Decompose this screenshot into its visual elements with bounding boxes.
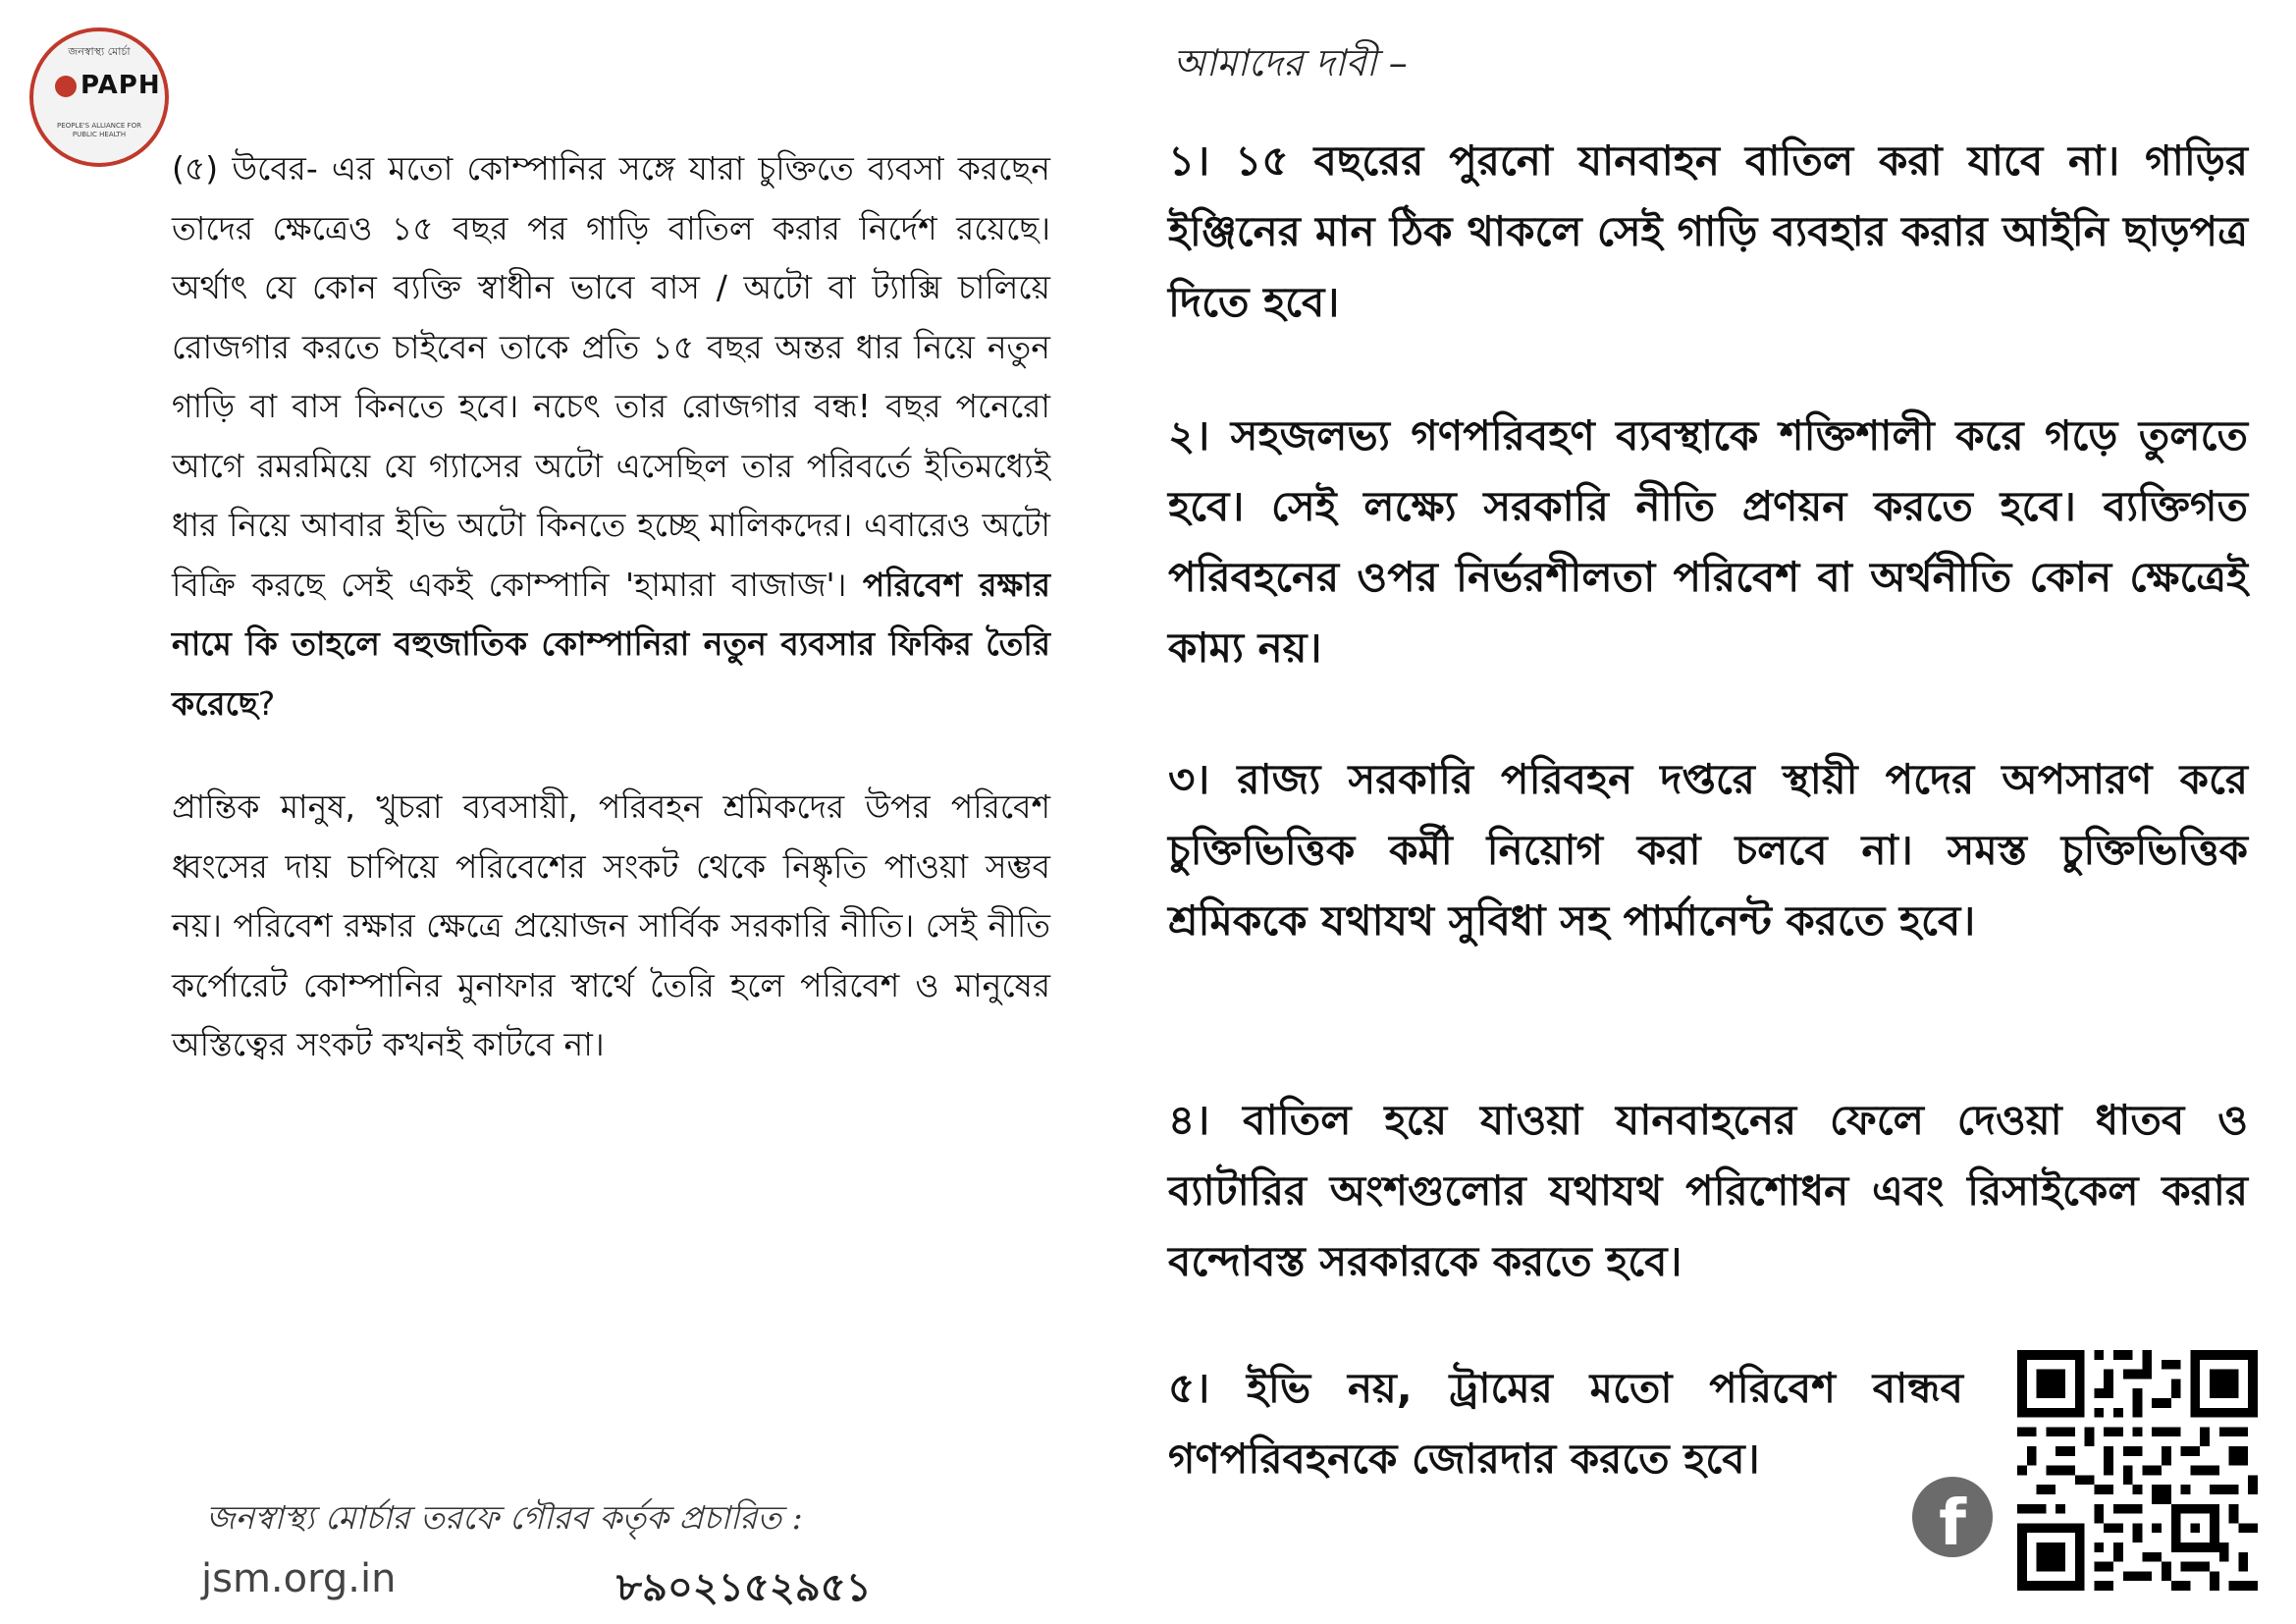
demand-item-4: ৪। বাতিল হয়ে যাওয়া যানবাহনের ফেলে দেওয়া ধাতব ও ব্যাটারির অংশগুলোর যথাযথ পরিশোধন এবং রিসাইকেল করার বন্দোবস্ত সরকারকে করতে হবে।	[1168, 1096, 2248, 1285]
org-logo	[29, 27, 169, 167]
logo-top-text: জনস্বাস্থ্য মোর্চা	[68, 45, 131, 58]
demands-title: আমাদের দাবী –	[1173, 41, 1408, 84]
demand-item-3: ৩। রাজ্য সরকারি পরিবহন দপ্তরে স্থায়ী পদের অপসারণ করে চুক্তিভিত্তিক কর্মী নিয়োগ করা চলবে না। সমস্ত চুক্তিভিত্তিক শ্রমিককে যথাযথ সুবিধা সহ পার্মানেন্ট করতে হবে।	[1168, 755, 2248, 945]
demand-item-2: ২। সহজলভ্য গণপরিবহণ ব্যবস্থাকে শক্তিশালী করে গড়ে তুলতে হবে। সেই লক্ষ্যে সরকারি নীতি প্রণয়ন করতে হবে। ব্যক্তিগত পরিবহনের ওপর নির্ভরশীলতা পরিবেশ বা অর্থনীতি কোন ক্ষেত্রেই কাম্য নয়।	[1168, 411, 2248, 672]
demand-item-1: ১। ১৫ বছরের পুরনো যানবাহন বাতিল করা যাবে না। গাড়ির ইঞ্জিনের মান ঠিক থাকলে সেই গাড়ি ব্যবহার করার আইনি ছাড়পত্র দিতে হবে।	[1168, 136, 2248, 326]
footer-phone: ৮৯০২১৫২৯৫১	[616, 1565, 872, 1610]
logo-mark	[55, 71, 161, 100]
qr-code-icon	[2017, 1350, 2258, 1591]
footer-website-link[interactable]: jsm.org.in	[201, 1556, 397, 1601]
paragraph-1-bold: পরিবেশ রক্ষার নামে কি তাহলে বহুজাতিক কোম্পানিরা নতুন ব্যবসার ফিকির তৈরি করেছে	[172, 565, 1050, 723]
logo-mark-text: PAPH	[80, 71, 161, 100]
logo-subtitle: PEOPLE'S ALLIANCE FOR PUBLIC HEALTH	[57, 122, 141, 138]
paragraph-1-text: (৫) উবের- এর মতো কোম্পানির সঙ্গে যারা চুক্তিতে ব্যবসা করছেন তাদের ক্ষেত্রেও ১৫ বছর পর গাড়ি বাতিল করার নির্দেশ রয়েছে। অর্থাৎ যে কোন ব্যক্তি স্বাধীন ভাবে বাস / অটো বা ট্যাক্সি চালিয়ে রোজগার করতে চাইবেন তাকে প্রতি ১৫ বছর অন্তর ধার নিয়ে নতুন গাড়ি বা বাস কিনতে হবে। নচেৎ তার রোজগার বন্ধ! বছর পনেরো আগে রমরমিয়ে যে গ্যাসের অটো এসেছিল তার পরিবর্তে ইতিমধ্যেই ধার নিয়ে আবার ইভি অটো কিনতে হচ্ছে মালিকদের। এবারেও অটো বিক্রি করছে সেই একই কোম্পানি 'হামারা বাজাজ'।	[172, 149, 1050, 604]
logo-red-dot-icon	[55, 76, 77, 97]
paragraph-1	[172, 139, 1050, 733]
left-column	[172, 139, 1050, 1075]
footer-credit: জনস্বাস্থ্য মোর্চার তরফে গৌরব কর্তৃক প্রচারিত :	[206, 1498, 803, 1537]
facebook-icon[interactable]: f	[1912, 1477, 1993, 1557]
paragraph-2: প্রান্তিক মানুষ, খুচরা ব্যবসায়ী, পরিবহন শ্রমিকদের উপর পরিবেশ ধ্বংসের দায় চাপিয়ে পরিবেশের সংকট থেকে নিষ্কৃতি পাওয়া সম্ভব নয়। পরিবেশ রক্ষার ক্ষেত্রে প্রয়োজন সার্বিক সরকারি নীতি। সেই নীতি কর্পোরেট কোম্পানির মুনাফার স্বার্থে তৈরি হলে পরিবেশ ও মানুষের অস্তিত্বের সংকট কখনই কাটবে না।	[172, 787, 1050, 1063]
paragraph-1-end: ?	[257, 683, 276, 723]
demand-item-5: ৫। ইভি নয়, ট্রামের মতো পরিবেশ বান্ধব গণপরিবহনকে জোরদার করতে হবে।	[1168, 1364, 1963, 1483]
